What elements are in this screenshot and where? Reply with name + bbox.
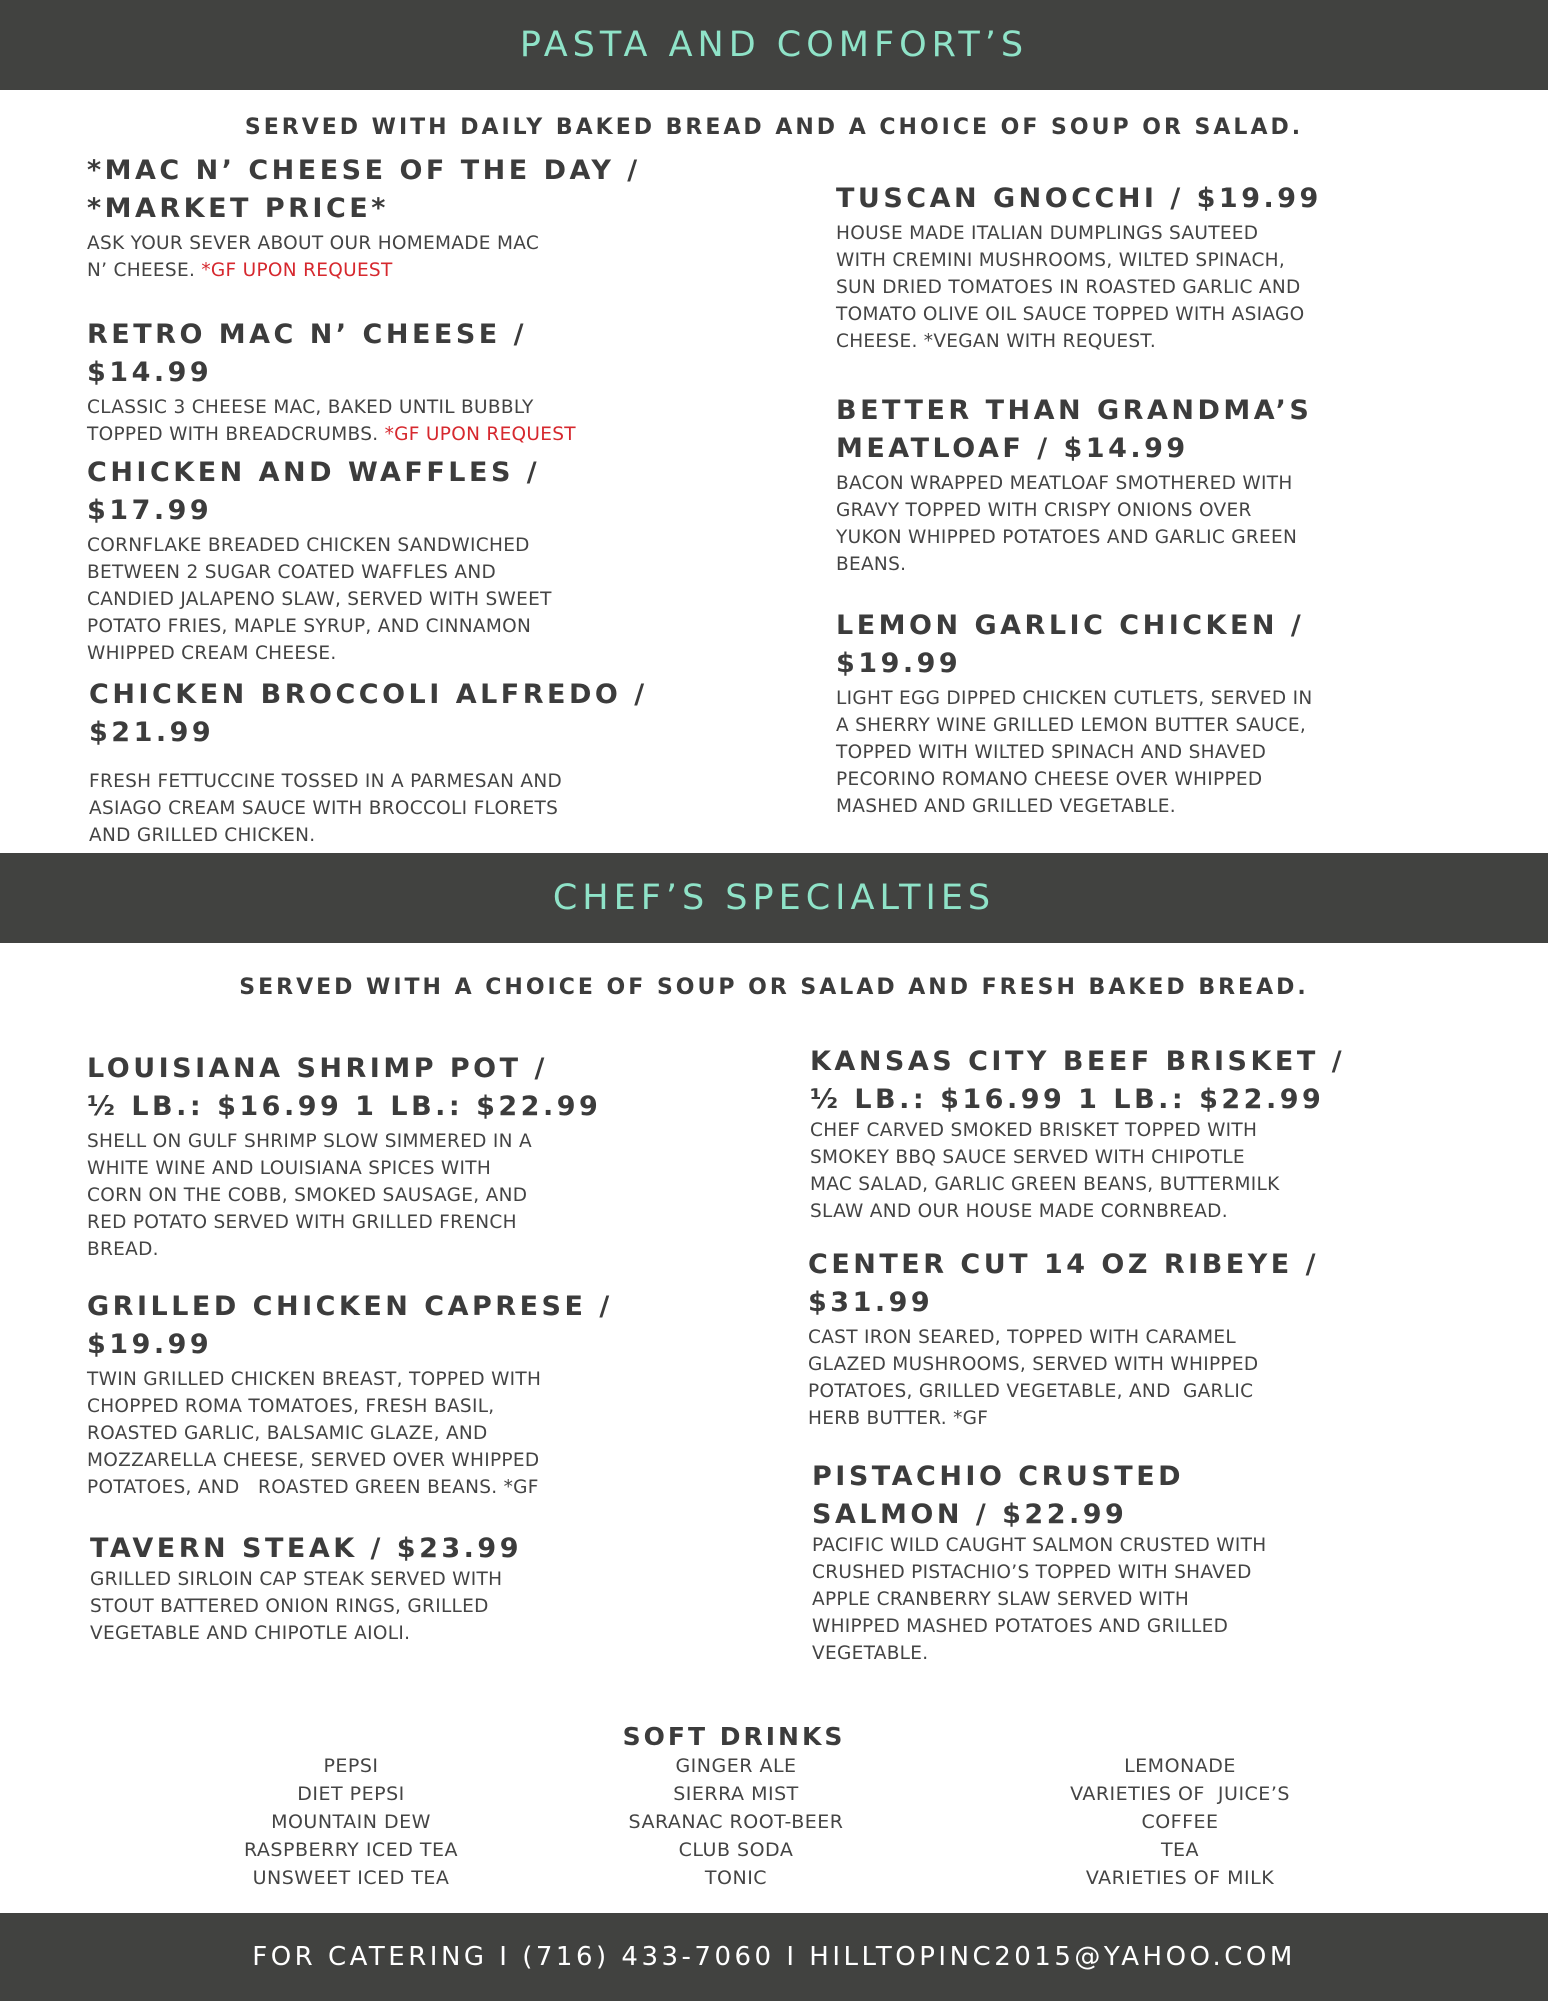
chef-section-header [0, 853, 1548, 943]
drinks-column-3 [970, 1752, 1390, 1892]
menu-item-lemon-garlic-chicken [836, 607, 1496, 820]
menu-item-description: GRILLED SIRLOIN CAP STEAK SERVED WITH STOUT BATTERED ONION RINGS, GRILLED VEGETABLE AND CHIPOTLE AIOLI. [90, 1569, 503, 1644]
menu-item-description: BACON WRAPPED MEATLOAF SMOTHERED WITH GRAVY TOPPED WITH CRISPY ONIONS OVER YUKON WHIPPED POTATOES AND GARLIC GREEN BEANS. [836, 473, 1298, 575]
menu-item-title: BETTER THAN GRANDMA’S MEATLOAF / $14.99 [836, 395, 1313, 464]
menu-item-description: CORNFLAKE BREADED CHICKEN SANDWICHED BETWEEN 2 SUGAR COATED WAFFLES AND CANDIED JALAPENO SLAW, SERVED WITH SWEET POTATO FRIES, MAPLE SYRUP, AND CINNAMON WHIPPED CREAM CHEESE. [87, 535, 552, 664]
menu-item-description: HOUSE MADE ITALIAN DUMPLINGS SAUTEED WITH CREMINI MUSHROOMS, WILTED SPINACH, SUN DRIED TOMATOES IN ROASTED GARLIC AND TOMATO OLIVE OIL SAUCE TOPPED WITH ASIAGO CHEESE. *VEGAN WITH REQUEST. [836, 223, 1305, 352]
drink-item: TEA [1160, 1839, 1200, 1861]
menu-item-title: LOUISIANA SHRIMP POT / ½ LB.: $16.99 1 LB.: $22.99 [87, 1053, 602, 1122]
menu-item-meatloaf [836, 392, 1476, 578]
menu-item-chicken-and-waffles [87, 454, 727, 667]
menu-item-description: PACIFIC WILD CAUGHT SALMON CRUSTED WITH CRUSHED PISTACHIO’S TOPPED WITH SHAVED APPLE CRANBERRY SLAW SERVED WITH WHIPPED MASHED POTATOES AND GRILLED VEGETABLE. [812, 1535, 1267, 1664]
drink-item: COFFEE [1141, 1811, 1219, 1833]
menu-item-description: CHEF CARVED SMOKED BRISKET TOPPED WITH SMOKEY BBQ SAUCE SERVED WITH CHIPOTLE MAC SALAD, GARLIC GREEN BEANS, BUTTERMILK SLAW AND OUR HOUSE MADE CORNBREAD. [810, 1120, 1280, 1222]
menu-item-description: FRESH FETTUCCINE TOSSED IN A PARMESAN AND ASIAGO CREAM SAUCE WITH BROCCOLI FLORETS AND GRILLED CHICKEN. [89, 771, 563, 846]
pasta-section-title: PASTA AND COMFORT’S [519, 25, 1029, 65]
soft-drinks-title: SOFT DRINKS [622, 1722, 846, 1751]
drink-item: UNSWEET ICED TEA [252, 1867, 450, 1889]
menu-item-title: CHICKEN AND WAFFLES / $17.99 [87, 457, 541, 526]
menu-item-retro-mac [87, 316, 727, 448]
catering-contact: FOR CATERING I (716) 433-7060 I HILLTOPINC2015@YAHOO.COM [252, 1942, 1296, 1972]
drink-item: LEMONADE [1124, 1755, 1236, 1777]
menu-item-chicken-broccoli-alfredo [89, 676, 749, 849]
drinks-column-2 [526, 1752, 946, 1892]
menu-item-louisiana-shrimp-pot [87, 1050, 747, 1263]
menu-item-kansas-city-brisket [810, 1043, 1490, 1225]
pasta-section-header [0, 0, 1548, 90]
drink-item: VARIETIES OF MILK [1085, 1867, 1275, 1889]
menu-item-title: RETRO MAC N’ CHEESE / $14.99 [87, 319, 527, 388]
drink-item: DIET PEPSI [297, 1783, 405, 1805]
catering-footer [0, 1913, 1548, 2001]
drink-item: TONIC [704, 1867, 768, 1889]
menu-item-title: TAVERN STEAK / $23.99 [90, 1533, 522, 1564]
menu-item-description: SHELL ON GULF SHRIMP SLOW SIMMERED IN A WHITE WINE AND LOUISIANA SPICES WITH CORN ON THE COBB, SMOKED SAUSAGE, AND RED POTATO SERVED WITH GRILLED FRENCH BREAD. [87, 1131, 532, 1260]
menu-item-title: KANSAS CITY BEEF BRISKET / ½ LB.: $16.99 1 LB.: $22.99 [810, 1046, 1346, 1115]
menu-item-pistachio-salmon [812, 1458, 1492, 1667]
menu-item-tuscan-gnocchi [836, 180, 1476, 355]
drink-item: SIERRA MIST [673, 1783, 799, 1805]
menu-item-grilled-chicken-caprese [87, 1288, 747, 1501]
gf-note: *GF UPON REQUEST [201, 260, 393, 281]
menu-item-title: PISTACHIO CRUSTED SALMON / $22.99 [812, 1461, 1185, 1530]
menu-item-description: ASK YOUR SEVER ABOUT OUR HOMEMADE MAC N’ CHEESE. *GF UPON REQUEST [87, 233, 540, 281]
drink-item: VARIETIES OF JUICE’S [1070, 1783, 1290, 1805]
menu-item-title: TUSCAN GNOCCHI / $19.99 [836, 183, 1322, 214]
menu-item-title: GRILLED CHICKEN CAPRESE / $19.99 [87, 1291, 613, 1360]
menu-item-description: LIGHT EGG DIPPED CHICKEN CUTLETS, SERVED IN A SHERRY WINE GRILLED LEMON BUTTER SAUCE, TOPPED WITH WILTED SPINACH AND SHAVED PECORINO ROMANO CHEESE OVER WHIPPED MASHED AND GRILLED VEGETABLE. [836, 688, 1313, 817]
drink-item: GINGER ALE [675, 1755, 797, 1777]
chef-subtitle: SERVED WITH A CHOICE OF SOUP OR SALAD AND FRESH BAKED BREAD. [239, 975, 1309, 1000]
drink-item: SARANAC ROOT-BEER [628, 1811, 844, 1833]
menu-item-title: LEMON GARLIC CHICKEN / $19.99 [836, 610, 1305, 679]
menu-item-description: TWIN GRILLED CHICKEN BREAST, TOPPED WITH CHOPPED ROMA TOMATOES, FRESH BASIL, ROASTED GARLIC, BALSAMIC GLAZE, AND MOZZARELLA CHEESE, SERVED OVER WHIPPED POTATOES, AND ROASTED GREEN BEANS. *GF [87, 1369, 542, 1498]
menu-item-ribeye [808, 1246, 1488, 1432]
pasta-subtitle: SERVED WITH DAILY BAKED BREAD AND A CHOICE OF SOUP OR SALAD. [244, 115, 1304, 140]
menu-item-description: CAST IRON SEARED, TOPPED WITH CARAMEL GLAZED MUSHROOMS, SERVED WITH WHIPPED POTATOES, GRILLED VEGETABLE, AND GARLIC HERB BUTTER. *GF [808, 1327, 1259, 1429]
drink-item: MOUNTAIN DEW [271, 1811, 431, 1833]
menu-item-description: CLASSIC 3 CHEESE MAC, BAKED UNTIL BUBBLY TOPPED WITH BREADCRUMBS. *GF UPON REQUEST [87, 397, 576, 445]
menu-item-title: *MAC N’ CHEESE OF THE DAY / *MARKET PRICE* [87, 155, 641, 224]
drinks-column-1 [141, 1752, 561, 1892]
menu-item-title: CENTER CUT 14 OZ RIBEYE / $31.99 [808, 1249, 1319, 1318]
drink-item: PEPSI [323, 1755, 379, 1777]
menu-item-tavern-steak [90, 1530, 750, 1647]
menu-item-mac-of-the-day [87, 152, 727, 284]
drink-item: RASPBERRY ICED TEA [244, 1839, 458, 1861]
menu-item-title: CHICKEN BROCCOLI ALFREDO / $21.99 [89, 679, 648, 748]
gf-note: *GF UPON REQUEST [384, 424, 576, 445]
drink-item: CLUB SODA [678, 1839, 794, 1861]
chef-section-title: CHEF’S SPECIALTIES [552, 878, 996, 918]
